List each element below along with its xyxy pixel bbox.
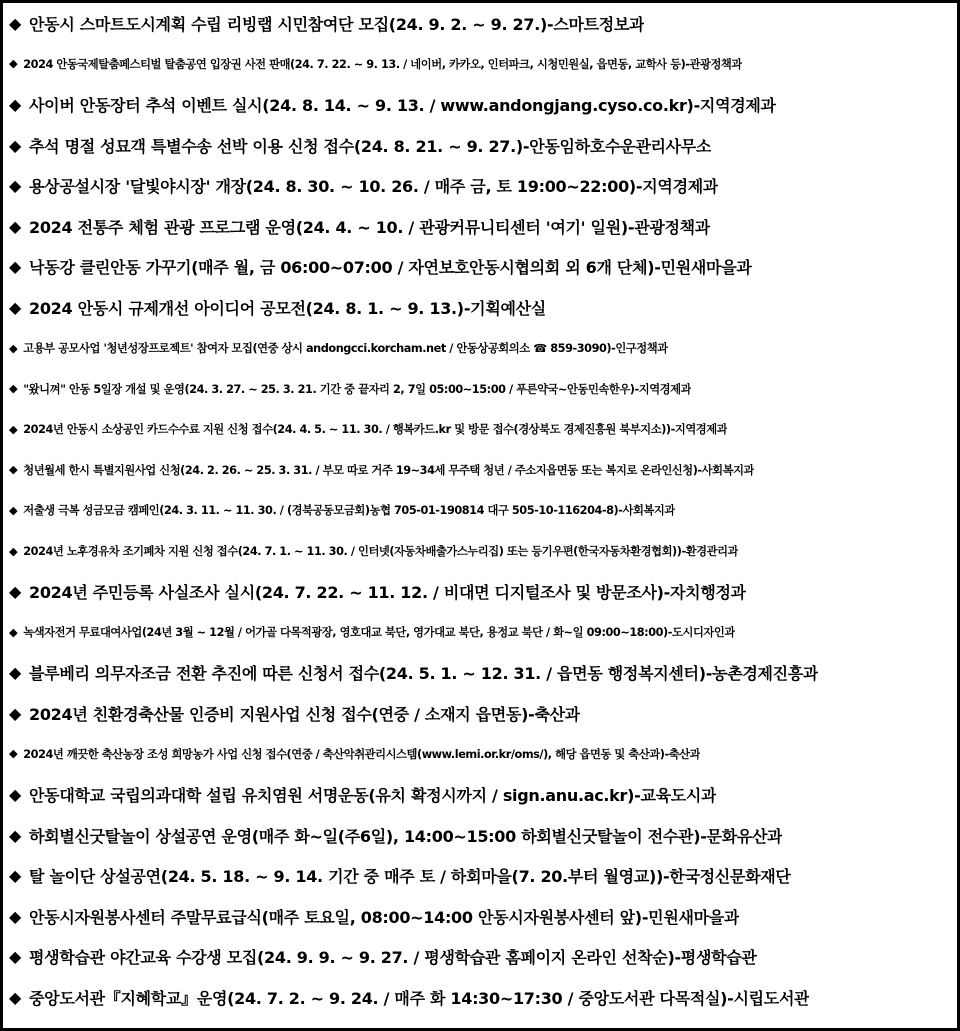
notice-item[interactable] <box>9 368 955 409</box>
notice-item[interactable] <box>9 531 955 572</box>
notice-item-text: 블루베리 의무자조금 전환 추진에 따른 신청서 접수(24. 5. 1. ~ 12. 31. / 읍면동 행정복지센터)-농촌경제진흥과 <box>29 664 819 684</box>
diamond-bullet-icon: ◆ <box>9 57 18 71</box>
diamond-bullet-icon: ◆ <box>9 747 18 761</box>
notice-item[interactable] <box>9 977 955 1018</box>
notice-item-text: 안동시 스마트도시계획 수립 리빙랩 시민참여단 모집(24. 9. 2. ~ 9. 27.)-스마트정보과 <box>29 14 645 34</box>
diamond-bullet-icon: ◆ <box>9 582 22 602</box>
notice-item-text: 2024 전통주 체험 관광 프로그램 운영(24. 4. ~ 10. / 관광커뮤니티센터 '여기' 일원)-관광정책과 <box>29 217 710 237</box>
diamond-bullet-icon: ◆ <box>9 382 18 396</box>
notice-item-text: 추석 명절 성묘객 특별수송 선박 이용 신청 접수(24. 8. 21. ~ 9. 27.)-안동임하호수운관리사무소 <box>29 136 712 156</box>
notice-item[interactable] <box>9 571 955 612</box>
notice-item-text: 하회별신굿탈놀이 상설공연 운영(매주 화~일(주6일), 14:00~15:00 하회별신굿탈놀이 전수관)-문화유산과 <box>29 826 783 846</box>
notice-item[interactable] <box>9 734 955 775</box>
notice-item-text: 안동대학교 국립의과대학 설립 유치염원 서명운동(유치 확정시까지 / sign.anu.ac.kr)-교육도시과 <box>29 786 717 806</box>
diamond-bullet-icon: ◆ <box>9 422 18 436</box>
diamond-bullet-icon: ◆ <box>9 663 22 683</box>
diamond-bullet-icon: ◆ <box>9 866 22 886</box>
notice-item-text: 2024 안동시 규제개선 아이디어 공모전(24. 8. 1. ~ 9. 13.)-기획예산실 <box>29 298 546 318</box>
notice-item[interactable] <box>9 490 955 531</box>
notice-item-text: 2024년 노후경유차 조기폐차 지원 신청 접수(24. 7. 1. ~ 11. 30. / 인터넷(자동차배출가스누리집) 또는 등기우편(한국자동차환경협회))-환경관리과 <box>23 545 739 559</box>
diamond-bullet-icon: ◆ <box>9 341 18 355</box>
notice-item[interactable] <box>9 409 955 450</box>
diamond-bullet-icon: ◆ <box>9 216 22 236</box>
diamond-bullet-icon: ◆ <box>9 544 18 558</box>
notice-item[interactable] <box>9 896 955 937</box>
diamond-bullet-icon: ◆ <box>9 825 22 845</box>
notice-item[interactable] <box>9 937 955 978</box>
notice-item[interactable] <box>9 450 955 491</box>
notice-item-text: 2024년 친환경축산물 인증비 지원사업 신청 접수(연중 / 소재지 읍면동)-축산과 <box>29 704 580 724</box>
diamond-bullet-icon: ◆ <box>9 94 22 114</box>
diamond-bullet-icon: ◆ <box>9 906 22 926</box>
notice-item-text: 녹색자전거 무료대여사업(24년 3월 ~ 12월 / 어가골 다목적광장, 영호대교 북단, 영가대교 북단, 용정교 북단 / 화~일 09:00~18:00)-도시디자인과 <box>23 626 735 640</box>
notice-item[interactable] <box>9 247 955 288</box>
diamond-bullet-icon: ◆ <box>9 257 22 277</box>
notice-item[interactable] <box>9 125 955 166</box>
notice-item[interactable] <box>9 44 955 85</box>
notice-item[interactable] <box>9 84 955 125</box>
notice-item[interactable] <box>9 165 955 206</box>
notice-item-text: 낙동강 클린안동 가꾸기(매주 월, 금 06:00~07:00 / 자연보호안동시협의회 외 6개 단체)-민원새마을과 <box>29 258 752 278</box>
diamond-bullet-icon: ◆ <box>9 176 22 196</box>
diamond-bullet-icon: ◆ <box>9 785 22 805</box>
notice-item-text: 저출생 극복 성금모금 캠페인(24. 3. 11. ~ 11. 30. / (경북공동모금회)농협 705-01-190814 대구 505-10-116204-8)-사회복지과 <box>23 504 675 518</box>
notice-item-text: 용상공설시장 '달빛야시장' 개장(24. 8. 30. ~ 10. 26. / 매주 금, 토 19:00~22:00)-지역경제과 <box>29 177 719 197</box>
notice-item[interactable] <box>9 328 955 369</box>
notice-item-text: 고용부 공모사업 '청년성장프로젝트' 참여자 모집(연중 상시 andongcci.korcham.net / 안동상공회의소 ☎ 859-3090)-인구정책과 <box>23 342 668 356</box>
notice-item[interactable] <box>9 815 955 856</box>
notice-list <box>9 3 955 1018</box>
notice-item-text: 중앙도서관『지혜학교』운영(24. 7. 2. ~ 9. 24. / 매주 화 14:30~17:30 / 중앙도서관 다목적실)-시립도서관 <box>29 989 810 1009</box>
diamond-bullet-icon: ◆ <box>9 503 18 517</box>
notice-item-text: "왔니껴" 안동 5일장 개설 및 운영(24. 3. 27. ~ 25. 3. 21. 기간 중 끝자리 2, 7일 05:00~15:00 / 푸른약국~안동민속한우)-지역경제과 <box>23 382 692 396</box>
notice-item-text: 2024년 안동시 소상공인 카드수수료 지원 신청 접수(24. 4. 5. ~ 11. 30. / 행복카드.kr 및 방문 접수(경상북도 경제진흥원 북부지소))-지역경제과 <box>23 423 728 437</box>
notice-item-text: 사이버 안동장터 추석 이벤트 실시(24. 8. 14. ~ 9. 13. / www.andongjang.cyso.co.kr)-지역경제과 <box>29 95 776 115</box>
diamond-bullet-icon: ◆ <box>9 625 18 639</box>
diamond-bullet-icon: ◆ <box>9 988 22 1008</box>
notice-item-text: 2024년 깨끗한 축산농장 조성 희망농가 사업 신청 접수(연중 / 축산악취관리시스템(www.lemi.or.kr/oms/), 해당 읍면동 및 축산과)-축산과 <box>23 747 701 761</box>
notice-item[interactable] <box>9 693 955 734</box>
diamond-bullet-icon: ◆ <box>9 463 18 477</box>
notice-item[interactable] <box>9 3 955 44</box>
notice-item-text: 평생학습관 야간교육 수강생 모집(24. 9. 9. ~ 9. 27. / 평생학습관 홈페이지 온라인 선착순)-평생학습관 <box>29 948 757 968</box>
notice-item[interactable] <box>9 206 955 247</box>
notice-item[interactable] <box>9 855 955 896</box>
notice-item[interactable] <box>9 653 955 694</box>
diamond-bullet-icon: ◆ <box>9 135 22 155</box>
diamond-bullet-icon: ◆ <box>9 703 22 723</box>
notice-item-text: 탈 놀이단 상설공연(24. 5. 18. ~ 9. 14. 기간 중 매주 토 / 하회마을(7. 20.부터 월영교))-한국정신문화재단 <box>29 867 791 887</box>
notice-item-text: 2024 안동국제탈춤페스티벌 탈춤공연 입장권 사전 판매(24. 7. 22. ~ 9. 13. / 네이버, 카카오, 인터파크, 시청민원실, 읍면동, 교학사 등)-관광정책과 <box>23 57 742 71</box>
notice-item-text: 안동시자원봉사센터 주말무료급식(매주 토요일, 08:00~14:00 안동시자원봉사센터 앞)-민원새마을과 <box>29 907 740 927</box>
notice-item-text: 청년월세 한시 특별지원사업 신청(24. 2. 26. ~ 25. 3. 31. / 부모 따로 거주 19~34세 무주택 청년 / 주소지읍면동 또는 복지로 온라인신청)-사회복지과 <box>23 463 754 477</box>
diamond-bullet-icon: ◆ <box>9 297 22 317</box>
notice-item[interactable] <box>9 774 955 815</box>
notice-item[interactable] <box>9 612 955 653</box>
notice-item-text: 2024년 주민등록 사실조사 실시(24. 7. 22. ~ 11. 12. / 비대면 디지털조사 및 방문조사)-자치행정과 <box>29 583 746 603</box>
notice-item[interactable] <box>9 287 955 328</box>
diamond-bullet-icon: ◆ <box>9 13 22 33</box>
diamond-bullet-icon: ◆ <box>9 947 22 967</box>
